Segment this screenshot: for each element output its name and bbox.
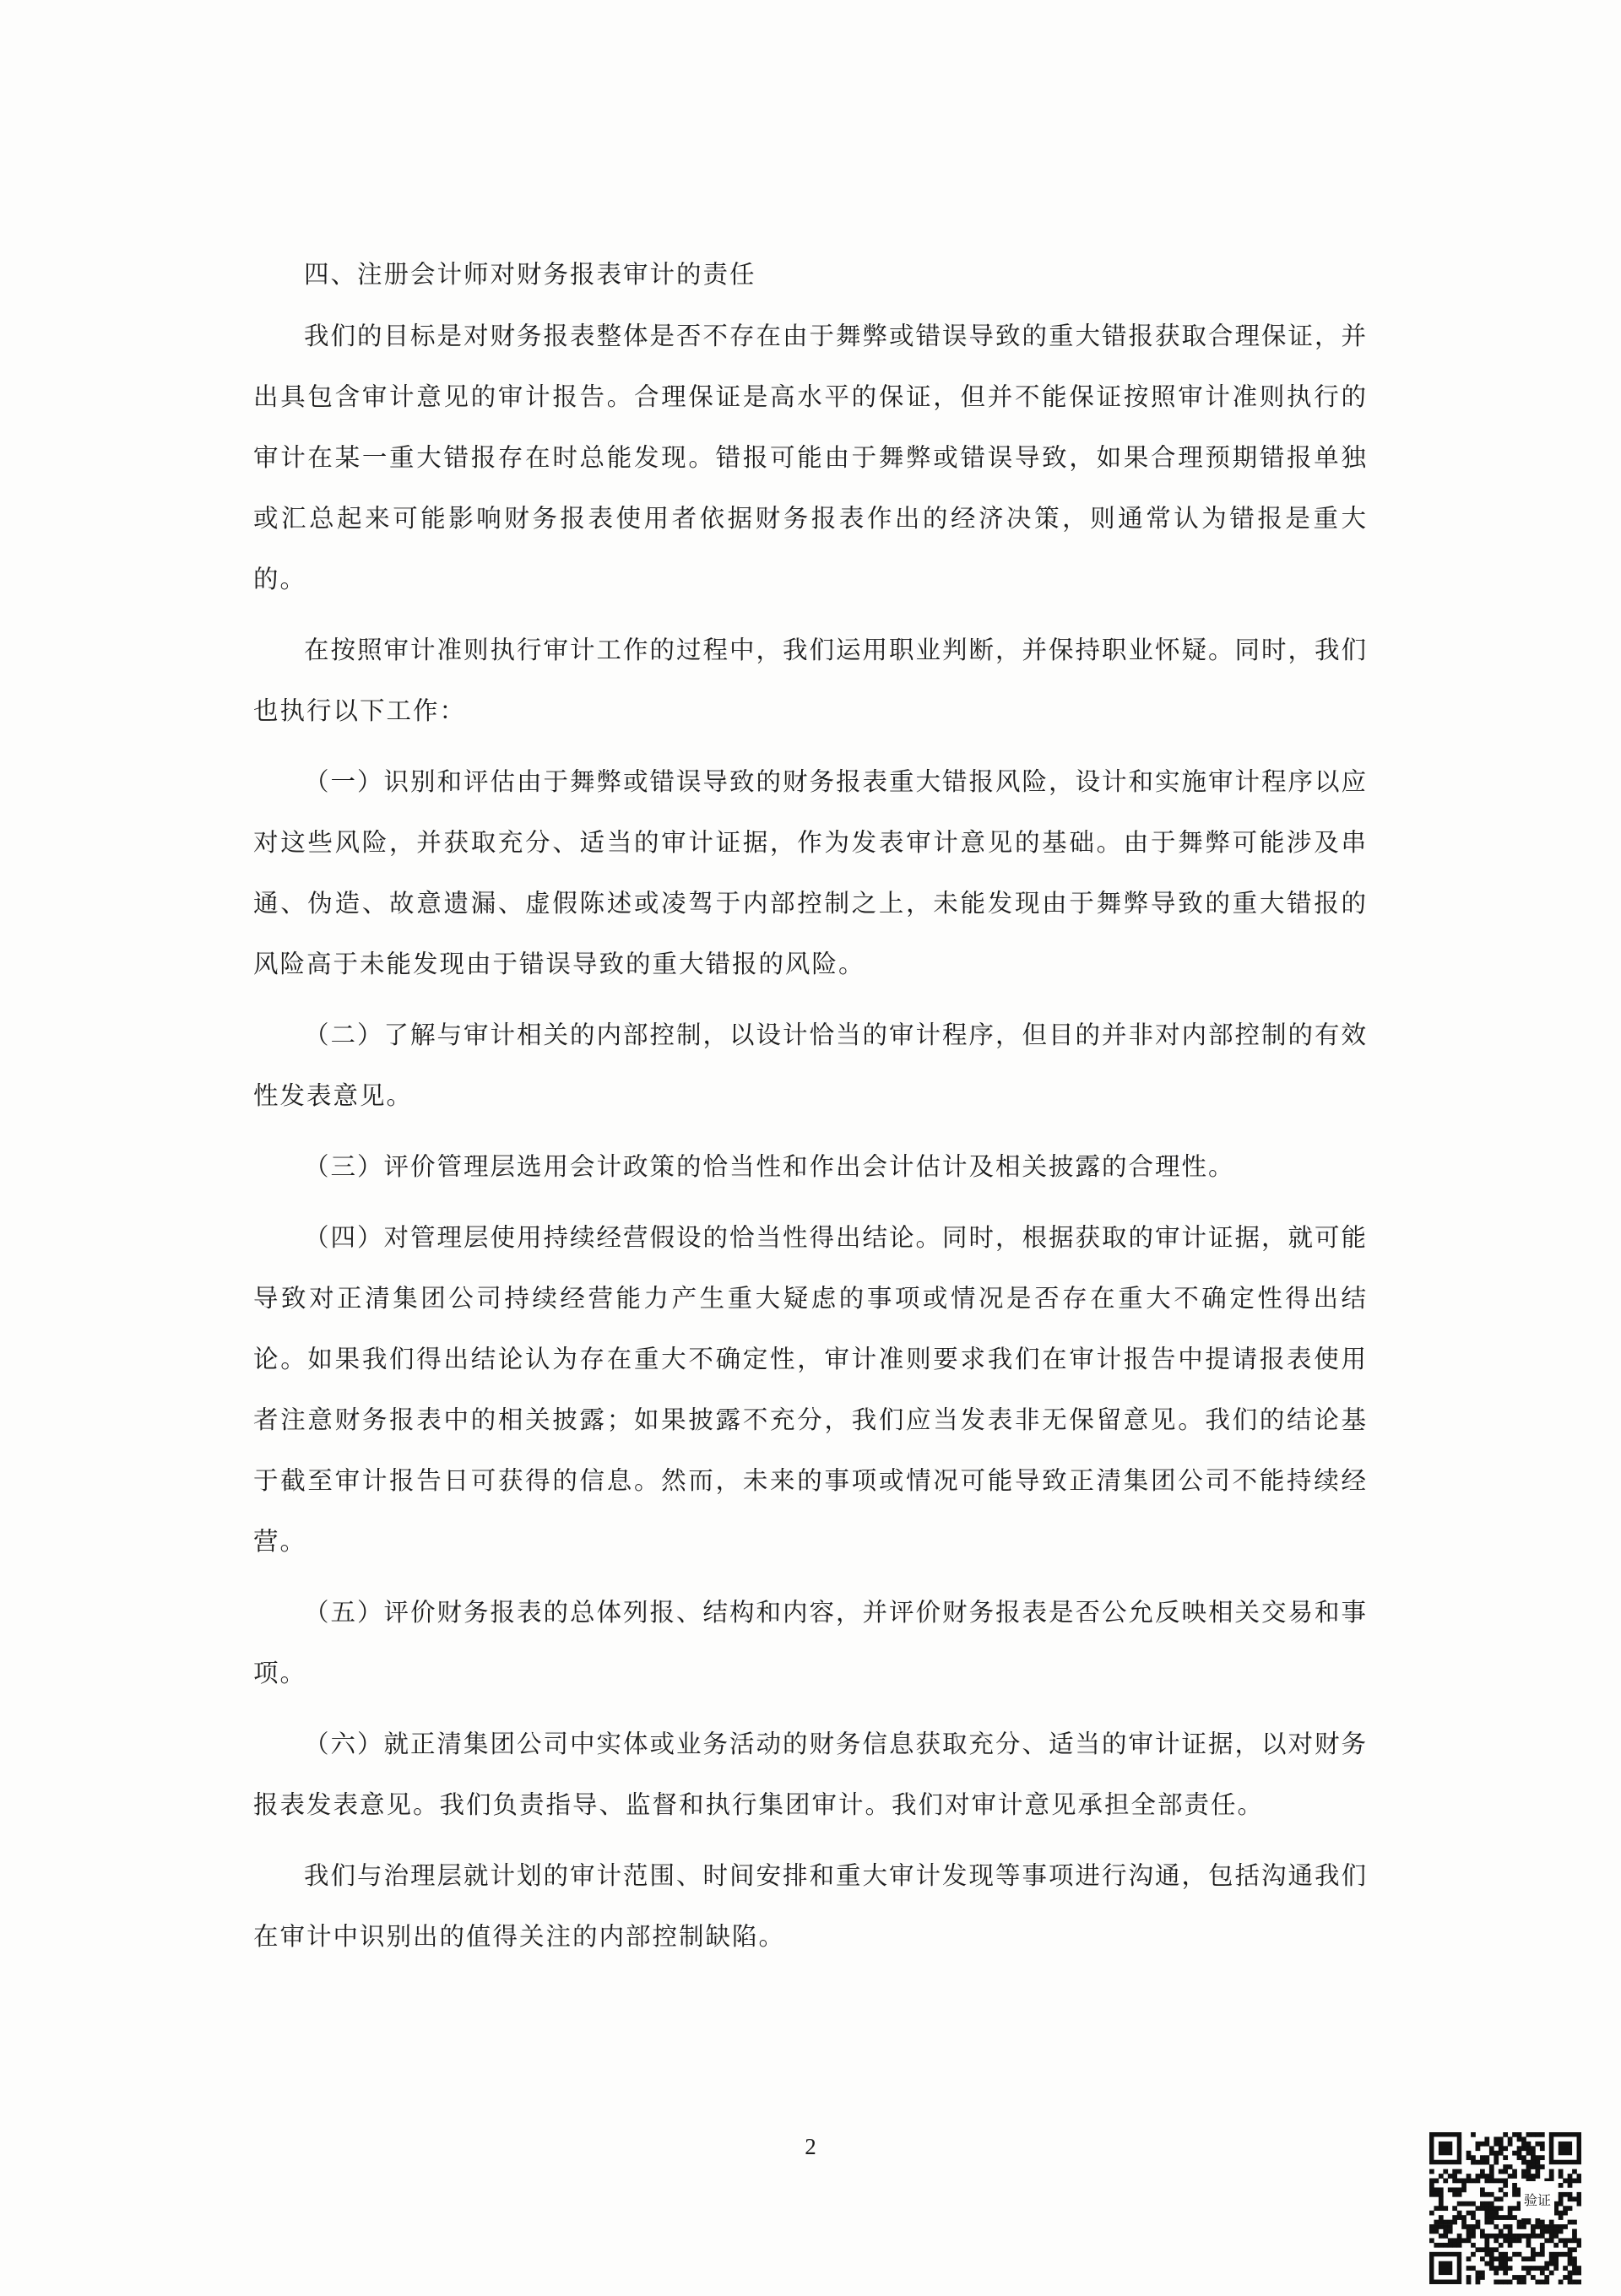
- document-body: [253, 245, 1368, 1977]
- paragraph-item-1: （一）识别和评估由于舞弊或错误导致的财务报表重大错报风险，设计和实施审计程序以应对这些风险，并获取充分、适当的审计证据，作为发表审计意见的基础。由于舞弊可能涉及串通、伪造、故意遗漏、虚假陈述或凌驾于内部控制之上，未能发现由于舞弊导致的重大错报的风险高于未能发现由于错误导致的重大错报的风险。: [253, 767, 1369, 978]
- paragraph-communication: 我们与治理层就计划的审计范围、时间安排和重大审计发现等事项进行沟通，包括沟通我们在审计中识别出的值得关注的内部控制缺陷。: [253, 1861, 1369, 1951]
- paragraph-item-6: （六）就正清集团公司中实体或业务活动的财务信息获取充分、适当的审计证据，以对财务报表发表意见。我们负责指导、监督和执行集团审计。我们对审计意见承担全部责任。: [253, 1730, 1369, 1819]
- section-heading: 四、注册会计师对财务报表审计的责任: [304, 260, 756, 289]
- paragraph-item-2: （二）了解与审计相关的内部控制，以设计恰当的审计程序，但目的并非对内部控制的有效性发表意见。: [253, 1021, 1369, 1110]
- paragraph-item-5: （五）评价财务报表的总体列报、结构和内容，并评价财务报表是否公允反映相关交易和事项。: [253, 1598, 1369, 1687]
- verification-qr-code: [1429, 2132, 1581, 2286]
- page-number: 2: [805, 2134, 816, 2159]
- paragraph-procedures-intro: 在按照审计准则执行审计工作的过程中，我们运用职业判断，并保持职业怀疑。同时，我们也执行以下工作：: [253, 636, 1369, 725]
- qr-verify-label: 验证: [1523, 2192, 1552, 2208]
- paragraph-item-3: （三）评价管理层选用会计政策的恰当性和作出会计估计及相关披露的合理性。: [304, 1152, 1235, 1181]
- paragraph-item-4: （四）对管理层使用持续经营假设的恰当性得出结论。同时，根据获取的审计证据，就可能导致对正清集团公司持续经营能力产生重大疑虑的事项或情况是否存在重大不确定性得出结论。如果我们得出结论认为存在重大不确定性，审计准则要求我们在审计报告中提请报表使用者注意财务报表中的相关披露；如果披露不充分，我们应当发表非无保留意见。我们的结论基于截至审计报告日可获得的信息。然而，未来的事项或情况可能导致正清集团公司不能持续经营。: [253, 1223, 1369, 1556]
- paragraph-objective: 我们的目标是对财务报表整体是否不存在由于舞弊或错误导致的重大错报获取合理保证，并出具包含审计意见的审计报告。合理保证是高水平的保证，但并不能保证按照审计准则执行的审计在某一重大错报存在时总能发现。错报可能由于舞弊或错误导致，如果合理预期错报单独或汇总起来可能影响财务报表使用者依据财务报表作出的经济决策，则通常认为错报是重大的。: [253, 322, 1369, 593]
- qr-code-icon: [1429, 2132, 1581, 2286]
